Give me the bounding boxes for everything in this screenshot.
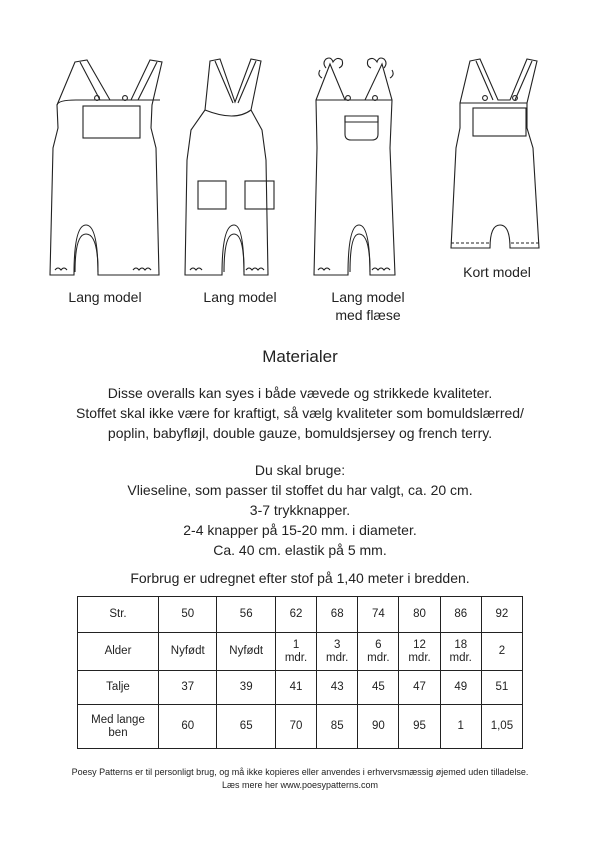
caption-long-model: Lang model <box>68 289 142 305</box>
table-cell: 86 <box>440 597 481 633</box>
materials-intro <box>0 383 600 443</box>
footer-copyright: Poesy Patterns er til personligt brug, og må ikke kopieres eller anvendes i erhvervsmæssig øjemed uden tilladelse. <box>71 767 529 777</box>
table-cell: 92 <box>481 597 522 633</box>
table-row-age <box>78 633 523 671</box>
needs-item: Ca. 40 cm. elastik på 5 mm. <box>213 542 387 558</box>
table-cell: 41 <box>275 671 316 705</box>
overalls-illustrations <box>0 55 600 285</box>
intro-line: Disse overalls kan syes i både vævede og strikkede kvaliteter. <box>107 385 493 401</box>
table-cell: 47 <box>399 671 440 705</box>
table-cell: 6 mdr. <box>358 633 399 671</box>
needs-item: 3-7 trykknapper. <box>249 502 351 518</box>
usage-note: Forbrug er udregnet efter stof på 1,40 meter i bredden. <box>130 570 470 586</box>
footer-link[interactable]: Læs mere her www.poesypatterns.com <box>221 780 379 790</box>
table-cell: 18 mdr. <box>440 633 481 671</box>
row-header: Alder <box>78 633 159 671</box>
table-cell: 3 mdr. <box>317 633 358 671</box>
needs-title: Du skal bruge: <box>254 462 346 478</box>
caption-long-model-back: Lang model <box>203 289 277 305</box>
table-cell: 50 <box>159 597 217 633</box>
caption-short-model: Kort model <box>463 264 531 280</box>
table-row-waist <box>78 671 523 705</box>
table-cell: 85 <box>317 705 358 749</box>
overalls-long-back-icon <box>185 59 274 275</box>
table-cell: 2 <box>481 633 522 671</box>
overalls-long-front-icon <box>50 60 162 275</box>
table-cell: 1 <box>440 705 481 749</box>
table-cell: 90 <box>358 705 399 749</box>
table-row-size <box>78 597 523 633</box>
table-cell: 45 <box>358 671 399 705</box>
table-row-long-legs <box>78 705 523 749</box>
table-cell: Nyfødt <box>217 633 275 671</box>
row-header: Str. <box>78 597 159 633</box>
needs-item: Vlieseline, som passer til stoffet du har valgt, ca. 20 cm. <box>127 482 473 498</box>
table-cell: 49 <box>440 671 481 705</box>
needs-item: 2-4 knapper på 15-20 mm. i diameter. <box>183 522 417 538</box>
intro-line: poplin, babyfløjl, double gauze, bomuldsjersey og french terry. <box>107 425 493 441</box>
table-cell: 1,05 <box>481 705 522 749</box>
row-header: Med lange ben <box>78 705 159 749</box>
table-cell: 80 <box>399 597 440 633</box>
table-cell: 62 <box>275 597 316 633</box>
overalls-long-ruffle-icon <box>314 58 395 275</box>
table-cell: 12 mdr. <box>399 633 440 671</box>
table-cell: 43 <box>317 671 358 705</box>
row-header: Talje <box>78 671 159 705</box>
table-cell: 65 <box>217 705 275 749</box>
table-cell: 70 <box>275 705 316 749</box>
table-cell: 1 mdr. <box>275 633 316 671</box>
table-cell: 68 <box>317 597 358 633</box>
table-cell: 56 <box>217 597 275 633</box>
caption-long-model-ruffle: Lang model med flæse <box>331 289 405 323</box>
table-cell: 39 <box>217 671 275 705</box>
table-cell: 95 <box>399 705 440 749</box>
table-cell: 74 <box>358 597 399 633</box>
materials-title: Materialer <box>262 347 338 366</box>
footer <box>0 766 600 792</box>
size-table <box>77 596 523 749</box>
table-cell: 60 <box>159 705 217 749</box>
intro-line: Stoffet skal ikke være for kraftigt, så vælg kvaliteter som bomuldslærred/ <box>76 405 524 421</box>
overalls-short-icon <box>451 59 539 248</box>
table-cell: 37 <box>159 671 217 705</box>
table-cell: 51 <box>481 671 522 705</box>
materials-needs <box>0 460 600 560</box>
table-cell: Nyfødt <box>159 633 217 671</box>
